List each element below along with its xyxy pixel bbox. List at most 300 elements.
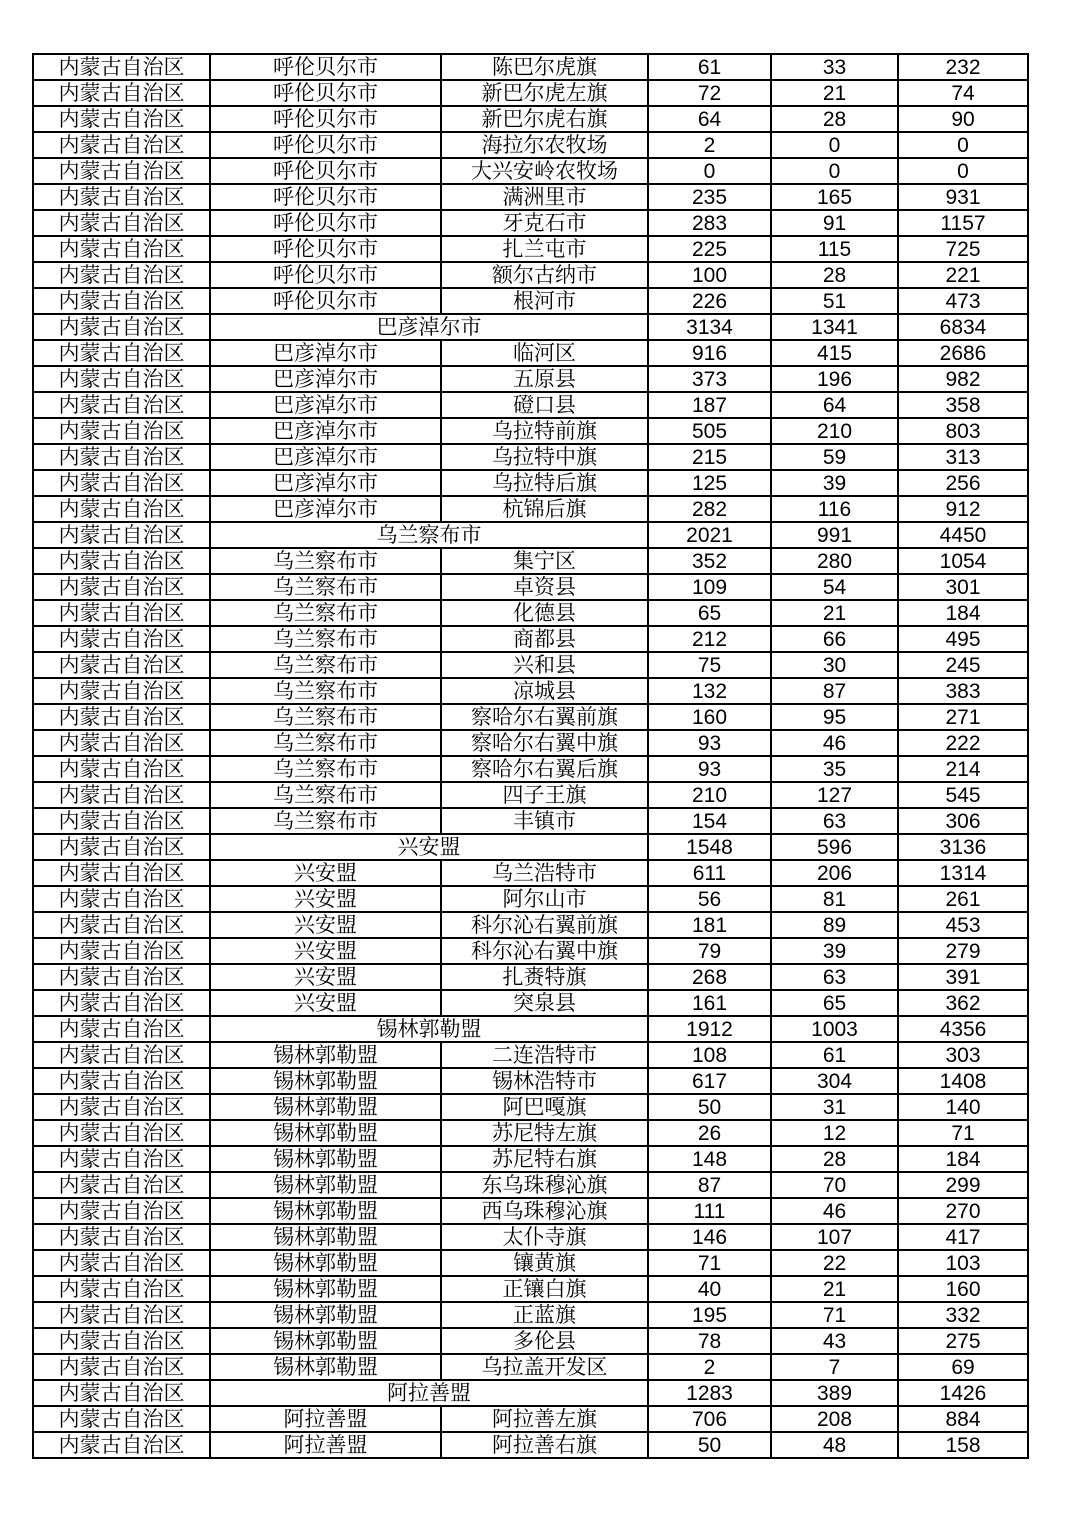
table-row xyxy=(33,886,1028,912)
cell-county: 化德县 xyxy=(441,600,648,626)
cell-city-total: 兴安盟 xyxy=(210,834,648,860)
cell-value-2: 21 xyxy=(771,1276,898,1302)
cell-province: 内蒙古自治区 xyxy=(33,834,210,860)
cell-city: 锡林郭勒盟 xyxy=(210,1354,441,1380)
cell-value-2: 95 xyxy=(771,704,898,730)
cell-value-2: 165 xyxy=(771,184,898,210)
table-row xyxy=(33,938,1028,964)
cell-value-1: 352 xyxy=(648,548,771,574)
cell-county: 兴和县 xyxy=(441,652,648,678)
table-row xyxy=(33,1406,1028,1432)
cell-value-1: 75 xyxy=(648,652,771,678)
cell-city: 乌兰察布市 xyxy=(210,574,441,600)
cell-value-1: 268 xyxy=(648,964,771,990)
cell-value-1: 160 xyxy=(648,704,771,730)
cell-city: 锡林郭勒盟 xyxy=(210,1328,441,1354)
cell-value-2: 28 xyxy=(771,262,898,288)
cell-value-3: 313 xyxy=(898,444,1028,470)
cell-value-1: 373 xyxy=(648,366,771,392)
cell-province: 内蒙古自治区 xyxy=(33,1250,210,1276)
cell-value-3: 275 xyxy=(898,1328,1028,1354)
cell-county: 牙克石市 xyxy=(441,210,648,236)
table-row xyxy=(33,340,1028,366)
cell-city: 兴安盟 xyxy=(210,990,441,1016)
cell-county: 卓资县 xyxy=(441,574,648,600)
cell-value-1: 154 xyxy=(648,808,771,834)
cell-value-3: 1157 xyxy=(898,210,1028,236)
cell-value-2: 1341 xyxy=(771,314,898,340)
cell-county: 新巴尔虎左旗 xyxy=(441,80,648,106)
cell-value-2: 210 xyxy=(771,418,898,444)
cell-province: 内蒙古自治区 xyxy=(33,1146,210,1172)
cell-value-1: 79 xyxy=(648,938,771,964)
cell-province: 内蒙古自治区 xyxy=(33,236,210,262)
cell-value-1: 61 xyxy=(648,54,771,80)
cell-value-3: 6834 xyxy=(898,314,1028,340)
cell-county: 突泉县 xyxy=(441,990,648,1016)
cell-value-3: 1408 xyxy=(898,1068,1028,1094)
cell-value-3: 74 xyxy=(898,80,1028,106)
cell-province: 内蒙古自治区 xyxy=(33,340,210,366)
table-row xyxy=(33,418,1028,444)
cell-county: 扎兰屯市 xyxy=(441,236,648,262)
cell-county: 商都县 xyxy=(441,626,648,652)
cell-city: 巴彦淖尔市 xyxy=(210,470,441,496)
cell-value-3: 2686 xyxy=(898,340,1028,366)
table-row xyxy=(33,54,1028,80)
cell-city: 乌兰察布市 xyxy=(210,782,441,808)
cell-value-2: 54 xyxy=(771,574,898,600)
table-row xyxy=(33,184,1028,210)
cell-value-1: 215 xyxy=(648,444,771,470)
cell-value-2: 48 xyxy=(771,1432,898,1458)
cell-province: 内蒙古自治区 xyxy=(33,600,210,626)
cell-province: 内蒙古自治区 xyxy=(33,288,210,314)
cell-value-1: 3134 xyxy=(648,314,771,340)
cell-province: 内蒙古自治区 xyxy=(33,1198,210,1224)
table-row xyxy=(33,366,1028,392)
cell-value-3: 362 xyxy=(898,990,1028,1016)
cell-city: 巴彦淖尔市 xyxy=(210,366,441,392)
cell-value-3: 214 xyxy=(898,756,1028,782)
table-row xyxy=(33,1068,1028,1094)
cell-province: 内蒙古自治区 xyxy=(33,626,210,652)
cell-county: 阿拉善左旗 xyxy=(441,1406,648,1432)
table-row xyxy=(33,1198,1028,1224)
table-row xyxy=(33,132,1028,158)
cell-county: 正镶白旗 xyxy=(441,1276,648,1302)
cell-province: 内蒙古自治区 xyxy=(33,80,210,106)
cell-city: 呼伦贝尔市 xyxy=(210,184,441,210)
cell-county: 阿拉善右旗 xyxy=(441,1432,648,1458)
cell-city-total: 乌兰察布市 xyxy=(210,522,648,548)
cell-value-3: 453 xyxy=(898,912,1028,938)
cell-city: 乌兰察布市 xyxy=(210,600,441,626)
cell-value-3: 71 xyxy=(898,1120,1028,1146)
cell-value-2: 70 xyxy=(771,1172,898,1198)
cell-county: 太仆寺旗 xyxy=(441,1224,648,1250)
cell-city: 呼伦贝尔市 xyxy=(210,54,441,80)
cell-province: 内蒙古自治区 xyxy=(33,418,210,444)
cell-value-2: 65 xyxy=(771,990,898,1016)
table-row xyxy=(33,574,1028,600)
cell-value-1: 146 xyxy=(648,1224,771,1250)
table-row xyxy=(33,470,1028,496)
cell-province: 内蒙古自治区 xyxy=(33,262,210,288)
cell-value-1: 1548 xyxy=(648,834,771,860)
table-row xyxy=(33,1120,1028,1146)
cell-value-2: 991 xyxy=(771,522,898,548)
table-row xyxy=(33,1328,1028,1354)
table-row xyxy=(33,392,1028,418)
cell-value-3: 271 xyxy=(898,704,1028,730)
cell-city: 呼伦贝尔市 xyxy=(210,106,441,132)
cell-province: 内蒙古自治区 xyxy=(33,1380,210,1406)
cell-county: 大兴安岭农牧场 xyxy=(441,158,648,184)
cell-city: 阿拉善盟 xyxy=(210,1406,441,1432)
table-row xyxy=(33,288,1028,314)
cell-province: 内蒙古自治区 xyxy=(33,912,210,938)
cell-city: 巴彦淖尔市 xyxy=(210,340,441,366)
cell-value-2: 115 xyxy=(771,236,898,262)
cell-value-2: 66 xyxy=(771,626,898,652)
cell-city: 呼伦贝尔市 xyxy=(210,80,441,106)
cell-county: 额尔古纳市 xyxy=(441,262,648,288)
cell-city: 兴安盟 xyxy=(210,860,441,886)
cell-value-2: 43 xyxy=(771,1328,898,1354)
table-row-city-total xyxy=(33,834,1028,860)
cell-value-1: 100 xyxy=(648,262,771,288)
cell-province: 内蒙古自治区 xyxy=(33,1406,210,1432)
table-row xyxy=(33,1250,1028,1276)
cell-value-1: 2 xyxy=(648,1354,771,1380)
cell-value-1: 65 xyxy=(648,600,771,626)
cell-province: 内蒙古自治区 xyxy=(33,1224,210,1250)
cell-value-1: 617 xyxy=(648,1068,771,1094)
cell-value-1: 0 xyxy=(648,158,771,184)
cell-value-2: 33 xyxy=(771,54,898,80)
cell-value-3: 299 xyxy=(898,1172,1028,1198)
cell-value-1: 26 xyxy=(648,1120,771,1146)
cell-value-3: 90 xyxy=(898,106,1028,132)
cell-value-2: 22 xyxy=(771,1250,898,1276)
cell-city: 锡林郭勒盟 xyxy=(210,1198,441,1224)
cell-value-2: 51 xyxy=(771,288,898,314)
cell-province: 内蒙古自治区 xyxy=(33,756,210,782)
cell-value-1: 109 xyxy=(648,574,771,600)
cell-value-3: 140 xyxy=(898,1094,1028,1120)
table-row-city-total xyxy=(33,1380,1028,1406)
table-row xyxy=(33,1276,1028,1302)
cell-value-3: 184 xyxy=(898,600,1028,626)
cell-county: 满洲里市 xyxy=(441,184,648,210)
cell-value-3: 222 xyxy=(898,730,1028,756)
table-row xyxy=(33,860,1028,886)
cell-value-3: 803 xyxy=(898,418,1028,444)
cell-value-1: 108 xyxy=(648,1042,771,1068)
cell-city: 乌兰察布市 xyxy=(210,808,441,834)
cell-value-3: 4356 xyxy=(898,1016,1028,1042)
cell-value-3: 301 xyxy=(898,574,1028,600)
cell-county: 苏尼特左旗 xyxy=(441,1120,648,1146)
cell-value-2: 21 xyxy=(771,600,898,626)
cell-county: 东乌珠穆沁旗 xyxy=(441,1172,648,1198)
cell-value-1: 71 xyxy=(648,1250,771,1276)
cell-value-1: 78 xyxy=(648,1328,771,1354)
cell-province: 内蒙古自治区 xyxy=(33,184,210,210)
cell-value-2: 196 xyxy=(771,366,898,392)
cell-county: 陈巴尔虎旗 xyxy=(441,54,648,80)
cell-value-1: 1912 xyxy=(648,1016,771,1042)
table-row xyxy=(33,1354,1028,1380)
cell-county: 察哈尔右翼中旗 xyxy=(441,730,648,756)
cell-province: 内蒙古自治区 xyxy=(33,158,210,184)
cell-value-3: 1054 xyxy=(898,548,1028,574)
cell-value-1: 283 xyxy=(648,210,771,236)
cell-value-2: 206 xyxy=(771,860,898,886)
cell-value-2: 389 xyxy=(771,1380,898,1406)
cell-province: 内蒙古自治区 xyxy=(33,1016,210,1042)
cell-province: 内蒙古自治区 xyxy=(33,132,210,158)
cell-value-3: 245 xyxy=(898,652,1028,678)
cell-province: 内蒙古自治区 xyxy=(33,704,210,730)
cell-province: 内蒙古自治区 xyxy=(33,1302,210,1328)
cell-province: 内蒙古自治区 xyxy=(33,574,210,600)
cell-value-1: 56 xyxy=(648,886,771,912)
cell-county: 阿尔山市 xyxy=(441,886,648,912)
cell-county: 锡林浩特市 xyxy=(441,1068,648,1094)
cell-county: 临河区 xyxy=(441,340,648,366)
cell-county: 乌兰浩特市 xyxy=(441,860,648,886)
cell-value-2: 71 xyxy=(771,1302,898,1328)
cell-value-1: 916 xyxy=(648,340,771,366)
table-row xyxy=(33,210,1028,236)
cell-city-total: 阿拉善盟 xyxy=(210,1380,648,1406)
cell-value-1: 125 xyxy=(648,470,771,496)
table-row xyxy=(33,1042,1028,1068)
cell-province: 内蒙古自治区 xyxy=(33,652,210,678)
table-row xyxy=(33,704,1028,730)
cell-city: 乌兰察布市 xyxy=(210,652,441,678)
cell-province: 内蒙古自治区 xyxy=(33,1432,210,1458)
table-row xyxy=(33,626,1028,652)
cell-value-1: 93 xyxy=(648,730,771,756)
table-row xyxy=(33,756,1028,782)
cell-value-2: 39 xyxy=(771,938,898,964)
cell-value-1: 87 xyxy=(648,1172,771,1198)
table-row xyxy=(33,1146,1028,1172)
cell-county: 镶黄旗 xyxy=(441,1250,648,1276)
cell-city: 兴安盟 xyxy=(210,912,441,938)
cell-province: 内蒙古自治区 xyxy=(33,1354,210,1380)
cell-province: 内蒙古自治区 xyxy=(33,1094,210,1120)
cell-value-3: 103 xyxy=(898,1250,1028,1276)
cell-city: 呼伦贝尔市 xyxy=(210,262,441,288)
cell-value-2: 87 xyxy=(771,678,898,704)
table-row xyxy=(33,730,1028,756)
cell-value-3: 158 xyxy=(898,1432,1028,1458)
cell-city: 锡林郭勒盟 xyxy=(210,1302,441,1328)
cell-city: 乌兰察布市 xyxy=(210,704,441,730)
table-row xyxy=(33,1224,1028,1250)
table-row xyxy=(33,600,1028,626)
cell-value-3: 4450 xyxy=(898,522,1028,548)
cell-county: 西乌珠穆沁旗 xyxy=(441,1198,648,1224)
table-row xyxy=(33,652,1028,678)
cell-city: 呼伦贝尔市 xyxy=(210,236,441,262)
cell-value-1: 187 xyxy=(648,392,771,418)
cell-value-3: 232 xyxy=(898,54,1028,80)
cell-value-1: 212 xyxy=(648,626,771,652)
cell-value-3: 303 xyxy=(898,1042,1028,1068)
cell-city: 锡林郭勒盟 xyxy=(210,1276,441,1302)
cell-value-2: 0 xyxy=(771,158,898,184)
cell-value-1: 226 xyxy=(648,288,771,314)
cell-value-1: 282 xyxy=(648,496,771,522)
table-row xyxy=(33,496,1028,522)
cell-value-1: 225 xyxy=(648,236,771,262)
cell-value-1: 2 xyxy=(648,132,771,158)
table-row xyxy=(33,1432,1028,1458)
cell-value-3: 358 xyxy=(898,392,1028,418)
cell-county: 科尔沁右翼中旗 xyxy=(441,938,648,964)
cell-value-1: 93 xyxy=(648,756,771,782)
cell-county: 五原县 xyxy=(441,366,648,392)
cell-value-3: 884 xyxy=(898,1406,1028,1432)
cell-province: 内蒙古自治区 xyxy=(33,678,210,704)
table-row xyxy=(33,1172,1028,1198)
cell-value-2: 1003 xyxy=(771,1016,898,1042)
cell-county: 察哈尔右翼后旗 xyxy=(441,756,648,782)
cell-province: 内蒙古自治区 xyxy=(33,1042,210,1068)
cell-value-1: 161 xyxy=(648,990,771,1016)
cell-county: 乌拉特后旗 xyxy=(441,470,648,496)
cell-city: 乌兰察布市 xyxy=(210,548,441,574)
cell-city: 呼伦贝尔市 xyxy=(210,210,441,236)
cell-value-1: 706 xyxy=(648,1406,771,1432)
cell-county: 磴口县 xyxy=(441,392,648,418)
cell-value-3: 931 xyxy=(898,184,1028,210)
cell-county: 阿巴嘎旗 xyxy=(441,1094,648,1120)
cell-city: 乌兰察布市 xyxy=(210,730,441,756)
cell-city: 锡林郭勒盟 xyxy=(210,1068,441,1094)
cell-city-total: 巴彦淖尔市 xyxy=(210,314,648,340)
cell-value-2: 127 xyxy=(771,782,898,808)
cell-value-2: 28 xyxy=(771,1146,898,1172)
table-row-city-total xyxy=(33,1016,1028,1042)
cell-value-2: 304 xyxy=(771,1068,898,1094)
cell-value-2: 63 xyxy=(771,808,898,834)
cell-city: 巴彦淖尔市 xyxy=(210,418,441,444)
cell-city: 锡林郭勒盟 xyxy=(210,1120,441,1146)
cell-city: 呼伦贝尔市 xyxy=(210,132,441,158)
cell-value-3: 391 xyxy=(898,964,1028,990)
cell-city: 巴彦淖尔市 xyxy=(210,444,441,470)
cell-county: 新巴尔虎右旗 xyxy=(441,106,648,132)
cell-value-3: 383 xyxy=(898,678,1028,704)
cell-county: 根河市 xyxy=(441,288,648,314)
cell-city: 巴彦淖尔市 xyxy=(210,496,441,522)
cell-province: 内蒙古自治区 xyxy=(33,54,210,80)
cell-value-2: 39 xyxy=(771,470,898,496)
table-body xyxy=(33,54,1028,1458)
cell-value-2: 89 xyxy=(771,912,898,938)
cell-value-3: 279 xyxy=(898,938,1028,964)
cell-value-2: 280 xyxy=(771,548,898,574)
cell-value-2: 21 xyxy=(771,80,898,106)
cell-city: 乌兰察布市 xyxy=(210,678,441,704)
cell-city: 阿拉善盟 xyxy=(210,1432,441,1458)
cell-value-3: 0 xyxy=(898,158,1028,184)
cell-value-3: 1426 xyxy=(898,1380,1028,1406)
table-row xyxy=(33,444,1028,470)
cell-province: 内蒙古自治区 xyxy=(33,392,210,418)
cell-value-1: 2021 xyxy=(648,522,771,548)
table-row-city-total xyxy=(33,522,1028,548)
cell-value-3: 332 xyxy=(898,1302,1028,1328)
cell-value-1: 111 xyxy=(648,1198,771,1224)
cell-province: 内蒙古自治区 xyxy=(33,1172,210,1198)
cell-city: 锡林郭勒盟 xyxy=(210,1146,441,1172)
cell-county: 乌拉盖开发区 xyxy=(441,1354,648,1380)
cell-value-2: 208 xyxy=(771,1406,898,1432)
cell-value-2: 31 xyxy=(771,1094,898,1120)
cell-value-2: 415 xyxy=(771,340,898,366)
cell-value-2: 59 xyxy=(771,444,898,470)
cell-value-2: 46 xyxy=(771,730,898,756)
cell-province: 内蒙古自治区 xyxy=(33,314,210,340)
cell-city: 呼伦贝尔市 xyxy=(210,158,441,184)
cell-value-3: 982 xyxy=(898,366,1028,392)
region-statistics-table-wrap xyxy=(32,53,1029,1459)
cell-value-1: 1283 xyxy=(648,1380,771,1406)
cell-county: 乌拉特中旗 xyxy=(441,444,648,470)
cell-value-1: 72 xyxy=(648,80,771,106)
cell-county: 多伦县 xyxy=(441,1328,648,1354)
cell-county: 杭锦后旗 xyxy=(441,496,648,522)
cell-value-3: 270 xyxy=(898,1198,1028,1224)
cell-city: 锡林郭勒盟 xyxy=(210,1094,441,1120)
table-row-city-total xyxy=(33,314,1028,340)
cell-value-3: 306 xyxy=(898,808,1028,834)
cell-value-3: 473 xyxy=(898,288,1028,314)
cell-value-1: 195 xyxy=(648,1302,771,1328)
cell-value-3: 160 xyxy=(898,1276,1028,1302)
cell-province: 内蒙古自治区 xyxy=(33,1068,210,1094)
cell-city: 兴安盟 xyxy=(210,938,441,964)
table-row xyxy=(33,678,1028,704)
table-row xyxy=(33,1094,1028,1120)
cell-city: 锡林郭勒盟 xyxy=(210,1250,441,1276)
cell-province: 内蒙古自治区 xyxy=(33,938,210,964)
table-row xyxy=(33,106,1028,132)
cell-value-2: 81 xyxy=(771,886,898,912)
cell-value-1: 235 xyxy=(648,184,771,210)
cell-county: 扎赉特旗 xyxy=(441,964,648,990)
cell-value-2: 30 xyxy=(771,652,898,678)
cell-value-2: 12 xyxy=(771,1120,898,1146)
cell-value-2: 35 xyxy=(771,756,898,782)
cell-value-1: 181 xyxy=(648,912,771,938)
cell-value-3: 495 xyxy=(898,626,1028,652)
cell-county: 二连浩特市 xyxy=(441,1042,648,1068)
cell-city: 呼伦贝尔市 xyxy=(210,288,441,314)
cell-county: 科尔沁右翼前旗 xyxy=(441,912,648,938)
cell-city: 巴彦淖尔市 xyxy=(210,392,441,418)
table-row xyxy=(33,262,1028,288)
cell-city: 锡林郭勒盟 xyxy=(210,1172,441,1198)
cell-value-2: 107 xyxy=(771,1224,898,1250)
